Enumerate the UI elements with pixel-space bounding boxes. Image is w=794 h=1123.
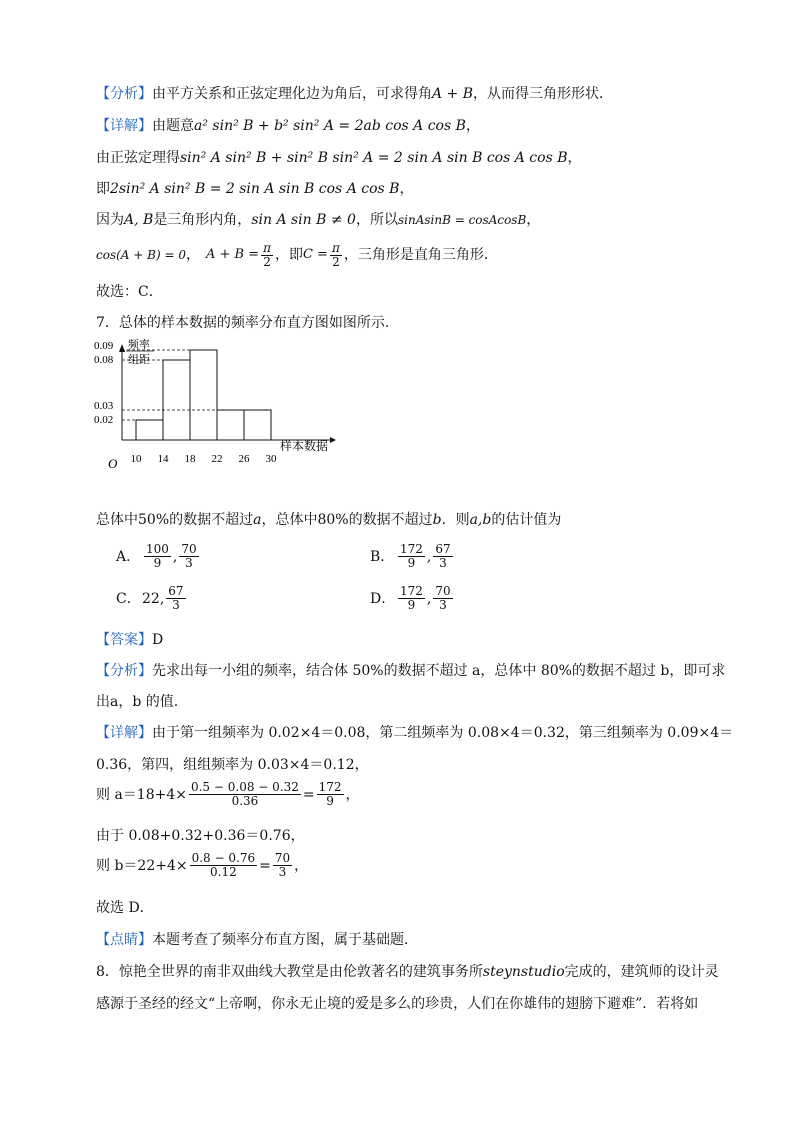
q7-analysis-tag: 【分析】: [96, 663, 152, 679]
histogram-chart: [92, 336, 342, 476]
y-tick-label: 0.08: [94, 354, 114, 366]
option-c-frac: $\frac{67}{3}$: [168, 584, 184, 612]
detail-pre: 由题意: [152, 118, 194, 134]
calc-b-line: [96, 852, 308, 879]
option-d-label: D．: [370, 590, 396, 607]
line5-sep: ，: [185, 247, 200, 263]
line5-frac1: $\frac{\pi}{2}$: [263, 240, 271, 269]
option-d[interactable]: D． $\frac{172}{9}$ , $\frac{70}{3}$: [370, 584, 451, 612]
y-tick-label: 0.03: [94, 400, 114, 412]
y-label-bottom: 组距: [128, 354, 150, 366]
question-pre: 总体中50%的数据不超过: [96, 512, 254, 528]
y-tick-label: 0.09: [94, 340, 114, 352]
q8-l1: [96, 962, 719, 982]
calc-a-eq: =: [302, 786, 315, 803]
line2-expr: sin² A sin² B + sin² B sin² A = 2 sin A sin B cos A cos B: [180, 150, 568, 166]
analysis-tag: 【分析】: [96, 86, 152, 102]
sum-line: 由于 0.08+0.32+0.36＝0.76，: [96, 828, 305, 844]
line5-mid: ，即: [274, 247, 303, 263]
q7-answer-line2: 故选 D．: [96, 900, 154, 916]
option-a[interactable]: A． $\frac{100}{9}$ , $\frac{70}{3}$: [116, 542, 197, 570]
analysis-text: 由平方关系和正弦定理化边为角后，可求得角: [152, 86, 432, 102]
histogram-bar: [136, 420, 163, 440]
analysis-expr: A + B: [432, 86, 474, 102]
option-d-frac2: $\frac{70}{3}$: [435, 584, 451, 612]
line3-pre: 即: [96, 181, 110, 197]
option-b[interactable]: B． $\frac{172}{9}$ , $\frac{67}{3}$: [370, 542, 451, 570]
question-tail: ．则: [441, 512, 470, 528]
x-axis-label: 样本数据: [280, 439, 329, 453]
answer-value: D: [152, 632, 164, 648]
x-tick-label: 18: [184, 453, 196, 465]
histogram-bar: [190, 350, 217, 440]
q7-stem: 7．总体的样本数据的频率分布直方图如图所示.: [96, 315, 390, 331]
question-a: a: [253, 512, 262, 528]
x-tick-label: 26: [238, 453, 250, 465]
comment-tag: 【点睛】: [96, 932, 152, 948]
histogram-bar: [244, 410, 271, 440]
detail-tag: 【详解】: [96, 118, 152, 134]
line4-post: ，: [526, 212, 541, 228]
x-tick-label: 14: [157, 453, 169, 465]
analysis-tail: ，从而得三角形形状．: [473, 86, 614, 102]
comment-text: 本题考查了频率分布直方图，属于基础题．: [152, 932, 418, 948]
x-tick-label: 10: [130, 453, 142, 465]
line4-expr2: sin A sin B ≠ 0: [251, 212, 356, 228]
detail-expr: a² sin² B + b² sin² A = 2ab cos A cos B: [194, 118, 466, 134]
line2-pre: 由正弦定理得: [96, 150, 180, 166]
question-b: b: [432, 512, 442, 528]
option-b-frac2: $\frac{67}{3}$: [435, 542, 451, 570]
line3-expr: 2sin² A sin² B = 2 sin A sin B cos A cos B: [110, 181, 400, 197]
q7-detail-l1: [96, 723, 733, 743]
q7-analysis-l1: [96, 661, 725, 681]
option-d-frac1: $\frac{172}{9}$: [400, 584, 423, 612]
calc-a-line: [96, 781, 360, 808]
calc-a-post: ，: [345, 786, 360, 803]
line5-expr1: cos(A + B) = 0: [96, 248, 186, 262]
calc-b-frac: $\frac{0.8 - 0.76}{0.12}$: [191, 851, 256, 879]
question-end: 的估计值为: [491, 512, 562, 528]
q6-line4: [96, 210, 540, 230]
option-c[interactable]: [116, 585, 188, 612]
line4-pre: 因为: [96, 212, 124, 228]
q8-l2: 感源于圣经的经文“上帝啊，你永无止境的爱是多么的珍贵，人们在你雄伟的翅膀下避难”．若将如: [96, 996, 699, 1012]
q6-analysis-line: [96, 84, 613, 104]
y-tick-label: 0.02: [94, 414, 114, 426]
histogram-bar: [163, 360, 190, 440]
q7-question: [96, 510, 561, 530]
option-a-frac1: $\frac{100}{9}$: [146, 542, 169, 570]
answer-tag: 【答案】: [96, 632, 152, 648]
question-mid: ，总体中80%的数据不超过: [261, 512, 433, 528]
line5-expr3: C =: [302, 247, 328, 262]
q7-answer-line: [96, 630, 163, 650]
calc-b-result: $\frac{70}{3}$: [274, 851, 291, 879]
q7-detail-l2: 0.36，第四，组组频率为 0.03×4＝0.12，: [96, 757, 369, 773]
x-tick-label: 22: [211, 453, 223, 465]
question-ab: a,b: [469, 512, 492, 528]
line2-post: ，: [567, 150, 582, 166]
option-b-frac1: $\frac{172}{9}$: [400, 542, 423, 570]
calc-b-post: ，: [294, 857, 309, 874]
option-a-label: A．: [116, 548, 141, 565]
option-a-frac2: $\frac{70}{3}$: [181, 542, 197, 570]
q6-line2: [96, 148, 582, 168]
line4-expr3: sinAsinB = cosAcosB: [397, 213, 527, 227]
line5-tail: ，三角形是直角三角形．: [343, 247, 498, 263]
line4-mid: 是三角形内角，: [153, 212, 252, 228]
q7-detail-tag: 【详解】: [96, 725, 152, 741]
y-label-top: 频率: [128, 339, 150, 351]
histogram-bar: [217, 410, 244, 440]
calc-a-frac: $\frac{0.5 - 0.08 - 0.32}{0.36}$: [190, 780, 299, 808]
q7-comment: [96, 930, 418, 950]
detail-post: ，: [465, 118, 480, 134]
x-axis-arrow: [330, 437, 336, 443]
line5-expr2: A + B =: [205, 247, 260, 262]
q6-answer: 故选：C．: [96, 284, 163, 300]
line4-expr1: A, B: [124, 212, 154, 228]
option-c-plain: 22,: [142, 590, 165, 607]
line5-frac2: $\frac{\pi}{2}$: [331, 240, 340, 269]
q7-detail-text: 由于第一组频率为 0.02×4＝0.08，第二组频率为 0.08×4＝0.32，第三组频率为 0.09×4＝: [152, 725, 734, 741]
q7-analysis-text: 先求出每一小组的频率，结合体 50%的数据不超过 a，总体中 80%的数据不超过 b，即可求: [152, 663, 726, 679]
line4-mid2: ，所以: [355, 212, 398, 228]
x-tick-label: 30: [265, 453, 277, 465]
option-c-label: C．: [116, 590, 141, 607]
q6-detail-line: [96, 116, 480, 136]
line3-post: ，: [399, 181, 414, 197]
calc-b-pre: 则 b＝22+4×: [96, 857, 188, 874]
q6-line3: [96, 179, 413, 199]
calc-a-pre: 则 a＝18+4×: [96, 786, 187, 803]
calc-b-eq: =: [259, 857, 271, 874]
q8-l1-it: steynstudio: [482, 964, 565, 980]
y-axis-arrow: [119, 344, 125, 352]
option-b-label: B．: [370, 548, 395, 565]
q7-analysis-l2: 出a，b 的值.: [96, 694, 179, 710]
q8-l1-post: 完成的，建筑师的设计灵: [564, 964, 719, 980]
origin-label: O: [108, 456, 118, 471]
q6-line5: [96, 238, 498, 272]
q8-l1-pre: 8．惊艳全世界的南非双曲线大教堂是由伦敦著名的建筑事务所: [96, 964, 483, 980]
calc-a-result: $\frac{172}{9}$: [318, 780, 342, 808]
